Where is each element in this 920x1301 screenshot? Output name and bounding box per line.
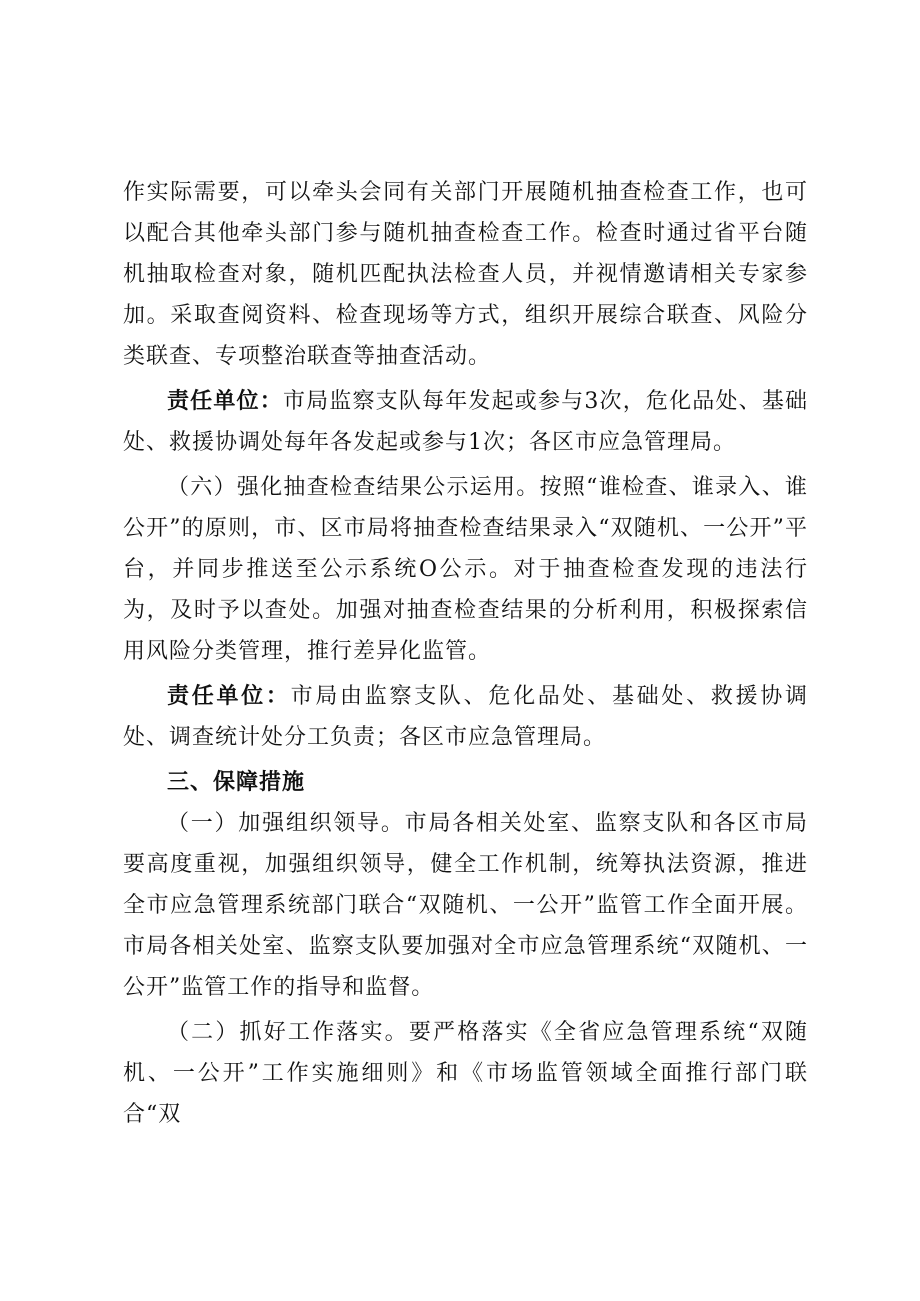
responsibility-text: 市局由监察支队、危化品处、基础处、救援协调处、调查统计处分工负责；各区市应急管理局。 — [123, 684, 808, 750]
paragraph-measure-2: （二）抓好工作落实。要严格落实《全省应急管理系统“双随机、一公开”工作实施细则》和《市场监管领域全面推行部门联合“双 — [123, 1020, 808, 1127]
responsibility-label: 责任单位： — [167, 684, 291, 709]
paragraph-continuation: 作实际需要，可以牵头会同有关部门开展随机抽查检查工作，也可以配合其他牵头部门参与随机抽查检查工作。检查时通过省平台随机抽取检查对象，随机匹配执法检查人员，并视情邀请相关专家参加。采取查阅资料、检查现场等方式，组织开展综合联查、风险分类联查、专项整治联查等抽查活动。 — [123, 180, 808, 369]
responsibility-paragraph-2 — [123, 676, 808, 758]
responsibility-label: 责任单位： — [167, 389, 283, 414]
responsibility-paragraph-1 — [123, 381, 808, 463]
section-heading: 三、保障措施 — [167, 770, 306, 795]
paragraph-measure-1: （一）加强组织领导。市局各相关处室、监察支队和各区市局要高度重视，加强组织领导，健全工作机制，统筹执法资源，推进全市应急管理系统部门联合“双随机、一公开”监管工作全面开展。市局各相关处室、监察支队要加强对全市应急管理系统“双随机、一公开”监管工作的指导和监督。 — [123, 811, 808, 1000]
paragraph-section-6: （六）强化抽查检查结果公示运用。按照“谁检查、谁录入、谁公开”的原则，市、区市局将抽查检查结果录入“双随机、一公开”平台，并同步推送至公示系统O公示。对于抽查检查发现的违法行为，及时予以查处。加强对抽查检查结果的分析利用，积极探索信用风险分类管理，推行差异化监管。 — [123, 475, 808, 664]
responsibility-text: 市局监察支队每年发起或参与3次，危化品处、基础处、救援协调处每年各发起或参与1次；各区市应急管理局。 — [123, 389, 808, 455]
